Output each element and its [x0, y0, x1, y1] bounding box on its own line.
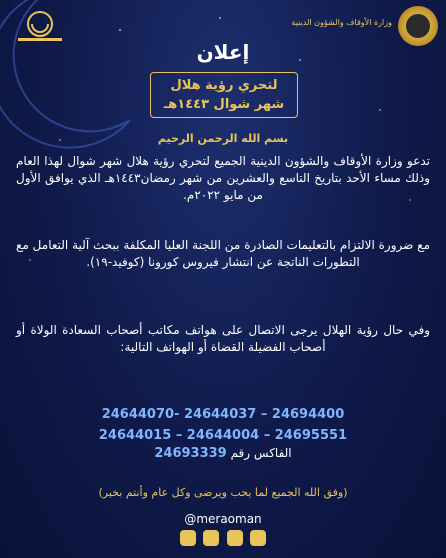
paragraph-invitation: تدعو وزارة الأوقاف والشؤون الدينية الجميع لتحري رؤية هلال شهر شوال لهذا العام وذلك مساء الأحد بتاريخ التاسع والعشرين من شهر رمضان١٤٤٣هـ الذي يوافق الأول من مايو ٢٠٢٢م. — [16, 154, 430, 202]
paragraph-contact-instructions: وفي حال رؤية الهلال يرجى الاتصال على هواتف مكاتب أصحاب السعادة الولاة أو أصحاب الفضيلة القضاة أو الهواتف التالية: — [16, 323, 430, 354]
subtitle-line-2: شهر شوال ١٤٤٣هـ — [163, 97, 285, 112]
social-icons — [0, 530, 446, 550]
phone-numbers — [0, 404, 446, 461]
fax-label: الفاكس رقم — [230, 446, 292, 460]
fax-line — [0, 446, 446, 461]
phone-line-2: 24644015 – 24644004 – 24695551 — [98, 428, 348, 443]
basmala: بسم الله الرحمن الرحيم — [157, 132, 289, 145]
announcement-subtitle-box — [150, 72, 298, 118]
paragraph-covid-guidelines: مع ضرورة الالتزام بالتعليمات الصادرة من اللجنة العليا المكلفة ببحث آلية التعامل مع التطورات الناتجة عن انتشار فيروس كورونا (كوفيد-١٩). — [16, 238, 430, 269]
fax-number: 24693339 — [154, 446, 227, 461]
subtitle-line-1: لتحري رؤية هلال — [170, 78, 278, 93]
facebook-icon — [227, 530, 243, 546]
social-handle: @meraoman — [184, 512, 262, 526]
twitter-icon — [203, 530, 219, 546]
closing-greeting: (وفق الله الجميع لما يحب ويرضى وكل عام وأنتم بخير) — [98, 486, 348, 499]
ministry-name: وزارة الأوقاف والشؤون الدينية — [291, 18, 392, 27]
phone-line-1: 24644070- 24644037 – 24694400 — [101, 407, 345, 422]
youtube-icon — [250, 530, 266, 546]
snapchat-icon — [180, 530, 196, 546]
announcement-title: إعلان — [196, 40, 250, 64]
